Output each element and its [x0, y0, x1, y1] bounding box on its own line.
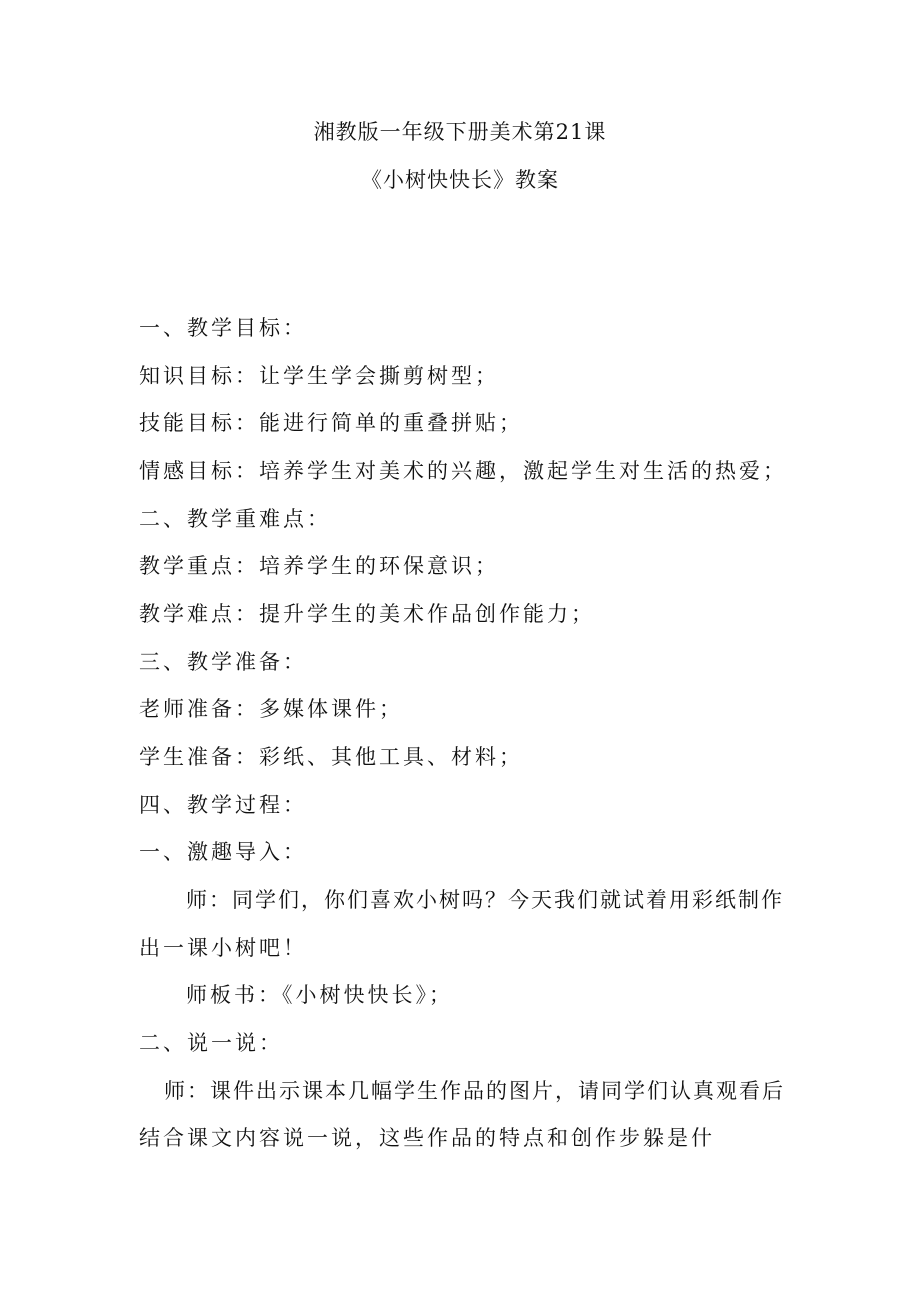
text-line: 教学难点：提升学生的美术作品创作能力； [139, 602, 595, 626]
text-line: 出一课小树吧！ [139, 936, 307, 960]
section-heading-objectives: 一、教学目标： [139, 316, 307, 340]
text-line: 老师准备：多媒体课件； [139, 697, 403, 721]
text-line: 知识目标：让学生学会撕剪树型； [139, 364, 499, 388]
text-line: 教学重点：培养学生的环保意识； [139, 554, 499, 578]
text-line: 技能目标：能进行简单的重叠拼贴； [139, 411, 523, 435]
text-line: 师：课件出示课本几幅学生作品的图片，请同学们认真观看后 [164, 1079, 785, 1103]
text-line: 师：同学们，你们喜欢小树吗？今天我们就试着用彩纸制作 [186, 888, 784, 912]
document-title: 湘教版一年级下册美术第21课 [313, 120, 607, 144]
subsection-heading: 一、激趣导入： [139, 840, 307, 864]
text-line: 师板书：《小树快快长》； [186, 983, 453, 1007]
text-line: 情感目标：培养学生对美术的兴趣，激起学生对生活的热爱； [139, 459, 787, 483]
section-heading-preparation: 三、教学准备： [139, 650, 307, 674]
section-heading-process: 四、教学过程： [139, 793, 307, 817]
document-subtitle: 《小树快快长》教案 [361, 168, 559, 192]
section-heading-key-points: 二、教学重难点： [139, 507, 331, 531]
text-line: 结合课文内容说一说，这些作品的特点和创作步躲是什 [139, 1126, 715, 1150]
text-line: 学生准备：彩纸、其他工具、材料； [139, 745, 523, 769]
subsection-heading: 二、说一说： [139, 1031, 283, 1055]
